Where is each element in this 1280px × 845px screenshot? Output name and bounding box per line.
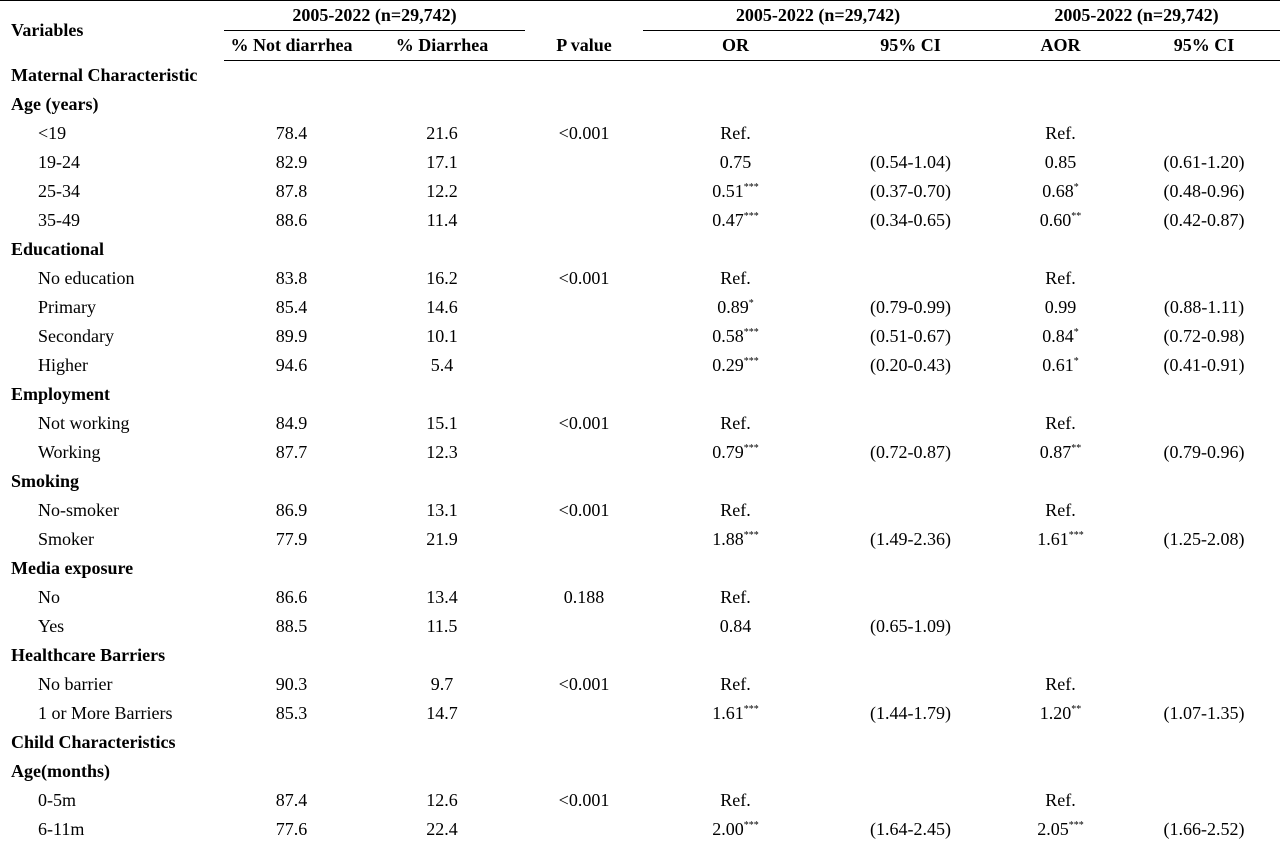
cell-not-diarrhea: 87.8 xyxy=(275,181,308,201)
cell-aor xyxy=(993,177,1128,206)
group-header-1: 2005-2022 (n=29,742) xyxy=(224,1,525,31)
row-label: 1 or More Barriers xyxy=(38,703,173,723)
cell-ci-aor: (0.88-1.11) xyxy=(1163,297,1245,317)
cell-ci-or: (0.79-0.99) xyxy=(870,297,951,317)
table-row xyxy=(0,496,1280,525)
cell-not-diarrhea: 94.6 xyxy=(275,355,308,375)
cell-or-value: 0.79 xyxy=(712,442,744,462)
cell-aor-value: Ref. xyxy=(1045,123,1076,143)
cell-aor xyxy=(993,815,1128,844)
cell-not-diarrhea: 86.9 xyxy=(275,500,308,520)
cell-aor xyxy=(993,583,1128,612)
cell-diarrhea: 14.6 xyxy=(426,297,458,317)
cell-ci-aor: (0.41-0.91) xyxy=(1163,355,1245,375)
cell-ci-or xyxy=(828,670,993,699)
cell-aor xyxy=(993,699,1128,728)
cell-ci-aor xyxy=(1128,786,1280,815)
section-row xyxy=(0,554,1280,583)
cell-p-value: <0.001 xyxy=(558,123,610,143)
significance-marker: ** xyxy=(1071,704,1082,715)
row-label: 25-34 xyxy=(38,181,80,201)
cell-aor xyxy=(993,119,1128,148)
cell-or xyxy=(643,699,828,728)
row-label: <19 xyxy=(38,123,67,143)
cell-diarrhea: 13.4 xyxy=(426,587,458,607)
section-label: Smoking xyxy=(11,471,80,491)
table-body xyxy=(0,61,1280,845)
group-header-3: 2005-2022 (n=29,742) xyxy=(993,1,1280,31)
cell-aor xyxy=(993,351,1128,380)
cell-or-value: Ref. xyxy=(720,500,751,520)
cell-diarrhea: 16.2 xyxy=(426,268,458,288)
cell-diarrhea: 11.4 xyxy=(426,210,458,230)
cell-p-value xyxy=(525,177,643,206)
cell-diarrhea: 13.1 xyxy=(426,500,458,520)
cell-not-diarrhea: 87.4 xyxy=(275,790,308,810)
table-row xyxy=(0,322,1280,351)
row-label: 0-5m xyxy=(38,790,76,810)
table-row xyxy=(0,264,1280,293)
table-header xyxy=(0,1,1280,61)
col-header-or: OR xyxy=(643,31,828,61)
row-label: No xyxy=(38,587,60,607)
cell-aor xyxy=(993,206,1128,235)
section-label: Age(months) xyxy=(11,761,110,781)
cell-aor-value: 2.05 xyxy=(1037,819,1069,839)
significance-marker: *** xyxy=(743,327,759,338)
cell-or xyxy=(643,264,828,293)
cell-aor xyxy=(993,293,1128,322)
cell-ci-aor xyxy=(1128,409,1280,438)
cell-or xyxy=(643,177,828,206)
cell-not-diarrhea: 87.7 xyxy=(275,442,308,462)
section-label: Child Characteristics xyxy=(11,732,176,752)
cell-or xyxy=(643,409,828,438)
cell-or xyxy=(643,293,828,322)
cell-ci-aor: (1.66-2.52) xyxy=(1163,819,1245,839)
cell-diarrhea: 21.9 xyxy=(426,529,458,549)
row-label: 19-24 xyxy=(38,152,80,172)
col-header-aor: AOR xyxy=(993,31,1128,61)
cell-ci-or: (0.20-0.43) xyxy=(870,355,951,375)
row-label: 35-49 xyxy=(38,210,80,230)
section-label: Media exposure xyxy=(11,558,134,578)
cell-diarrhea: 12.3 xyxy=(426,442,458,462)
cell-diarrhea: 12.2 xyxy=(426,181,458,201)
significance-marker: *** xyxy=(743,820,759,831)
cell-p-value xyxy=(525,525,643,554)
col-header-diarrhea: % Diarrhea xyxy=(359,31,525,61)
cell-not-diarrhea: 88.5 xyxy=(275,616,308,636)
cell-aor-value: 0.85 xyxy=(1044,152,1077,172)
cell-or xyxy=(643,119,828,148)
row-label: Secondary xyxy=(38,326,114,346)
cell-ci-aor xyxy=(1128,583,1280,612)
cell-aor xyxy=(993,670,1128,699)
cell-or xyxy=(643,322,828,351)
cell-aor xyxy=(993,786,1128,815)
significance-marker: *** xyxy=(743,704,759,715)
cell-or xyxy=(643,496,828,525)
cell-aor xyxy=(993,496,1128,525)
cell-or-value: Ref. xyxy=(720,790,751,810)
section-label: Healthcare Barriers xyxy=(11,645,166,665)
cell-ci-or: (0.37-0.70) xyxy=(870,181,951,201)
cell-or xyxy=(643,206,828,235)
cell-p-value: <0.001 xyxy=(558,674,610,694)
cell-or xyxy=(643,438,828,467)
cell-or-value: 1.88 xyxy=(712,529,744,549)
section-row xyxy=(0,380,1280,409)
col-header-not-diarrhea: % Not diarrhea xyxy=(224,31,359,61)
cell-or-value: Ref. xyxy=(720,413,751,433)
cell-or-value: 0.51 xyxy=(712,181,744,201)
cell-not-diarrhea: 90.3 xyxy=(275,674,308,694)
cell-ci-or xyxy=(828,583,993,612)
table-row xyxy=(0,177,1280,206)
cell-ci-or xyxy=(828,119,993,148)
cell-ci-or: (0.51-0.67) xyxy=(870,326,951,346)
significance-marker: *** xyxy=(743,211,759,222)
cell-aor-value: Ref. xyxy=(1045,500,1076,520)
cell-p-value xyxy=(525,351,643,380)
cell-aor-value: 1.61 xyxy=(1037,529,1069,549)
col-header-p-value: P value xyxy=(525,31,643,61)
cell-aor xyxy=(993,525,1128,554)
cell-or-value: Ref. xyxy=(720,587,751,607)
cell-or xyxy=(643,351,828,380)
cell-or xyxy=(643,148,828,177)
cell-or xyxy=(643,670,828,699)
table-row xyxy=(0,148,1280,177)
cell-not-diarrhea: 82.9 xyxy=(275,152,308,172)
table-row xyxy=(0,293,1280,322)
cell-or-value: 0.47 xyxy=(712,210,744,230)
cell-aor-value: 0.87 xyxy=(1039,442,1072,462)
cell-diarrhea: 15.1 xyxy=(426,413,458,433)
cell-not-diarrhea: 78.4 xyxy=(275,123,308,143)
significance-marker: ** xyxy=(1071,443,1082,454)
row-label: No barrier xyxy=(38,674,113,694)
cell-p-value xyxy=(525,438,643,467)
row-label: Not working xyxy=(38,413,130,433)
section-row xyxy=(0,235,1280,264)
cell-ci-aor: (0.61-1.20) xyxy=(1163,152,1245,172)
cell-diarrhea: 17.1 xyxy=(426,152,458,172)
col-header-ci-aor: 95% CI xyxy=(1128,31,1280,61)
row-label: Working xyxy=(38,442,101,462)
cell-not-diarrhea: 77.9 xyxy=(275,529,308,549)
cell-ci-or xyxy=(828,786,993,815)
cell-ci-aor: (0.48-0.96) xyxy=(1163,181,1245,201)
cell-or-value: 0.89 xyxy=(717,297,749,317)
significance-marker: *** xyxy=(743,182,759,193)
table-row xyxy=(0,351,1280,380)
cell-ci-or: (0.72-0.87) xyxy=(870,442,951,462)
cell-aor-value: 0.84 xyxy=(1042,326,1074,346)
cell-not-diarrhea: 85.4 xyxy=(275,297,308,317)
cell-aor xyxy=(993,438,1128,467)
cell-aor-value: Ref. xyxy=(1045,413,1076,433)
row-label: Smoker xyxy=(38,529,94,549)
cell-aor-value: Ref. xyxy=(1045,268,1076,288)
cell-diarrhea: 22.4 xyxy=(426,819,458,839)
cell-not-diarrhea: 85.3 xyxy=(275,703,308,723)
table-row xyxy=(0,583,1280,612)
cell-diarrhea: 11.5 xyxy=(426,616,458,636)
section-label: Age (years) xyxy=(11,94,99,114)
section-row xyxy=(0,61,1280,91)
significance-marker: * xyxy=(748,298,754,309)
cell-ci-aor: (0.72-0.98) xyxy=(1163,326,1245,346)
cell-not-diarrhea: 84.9 xyxy=(275,413,308,433)
cell-p-value xyxy=(525,815,643,844)
cell-or-value: 1.61 xyxy=(712,703,744,723)
cell-p-value: 0.188 xyxy=(563,587,605,607)
cell-p-value xyxy=(525,322,643,351)
significance-marker: *** xyxy=(743,356,759,367)
section-row xyxy=(0,90,1280,119)
table-row xyxy=(0,815,1280,844)
cell-diarrhea: 21.6 xyxy=(426,123,458,143)
cell-aor xyxy=(993,322,1128,351)
row-label: Yes xyxy=(38,616,65,636)
cell-ci-aor: (0.42-0.87) xyxy=(1163,210,1245,230)
table-row xyxy=(0,612,1280,641)
cell-aor-value: Ref. xyxy=(1045,790,1076,810)
cell-or-value: 2.00 xyxy=(712,819,744,839)
cell-not-diarrhea: 88.6 xyxy=(275,210,308,230)
cell-ci-or: (1.44-1.79) xyxy=(870,703,951,723)
cell-or xyxy=(643,786,828,815)
cell-not-diarrhea: 86.6 xyxy=(275,587,308,607)
cell-or xyxy=(643,583,828,612)
cell-p-value: <0.001 xyxy=(558,500,610,520)
section-label: Maternal Characteristic xyxy=(11,65,198,85)
cell-aor-value: 0.61 xyxy=(1042,355,1074,375)
cell-diarrhea: 14.7 xyxy=(426,703,458,723)
cell-aor xyxy=(993,612,1128,641)
cell-aor-value: Ref. xyxy=(1045,674,1076,694)
cell-not-diarrhea: 89.9 xyxy=(275,326,308,346)
cell-ci-or: (1.49-2.36) xyxy=(870,529,951,549)
cell-not-diarrhea: 83.8 xyxy=(275,268,308,288)
cell-p-value xyxy=(525,293,643,322)
cell-ci-or xyxy=(828,409,993,438)
row-label: Higher xyxy=(38,355,88,375)
cell-not-diarrhea: 77.6 xyxy=(275,819,308,839)
cell-aor-value: 1.20 xyxy=(1039,703,1072,723)
cell-ci-or xyxy=(828,496,993,525)
cell-p-value: <0.001 xyxy=(558,413,610,433)
cell-ci-aor xyxy=(1128,264,1280,293)
cell-p-value xyxy=(525,699,643,728)
cell-diarrhea: 5.4 xyxy=(430,355,454,375)
table-row xyxy=(0,786,1280,815)
col-header-ci-or: 95% CI xyxy=(828,31,993,61)
table-row xyxy=(0,409,1280,438)
cell-ci-or: (1.64-2.45) xyxy=(870,819,951,839)
row-label: 6-11m xyxy=(38,819,85,839)
row-label: No education xyxy=(38,268,135,288)
section-row xyxy=(0,467,1280,496)
table-row xyxy=(0,699,1280,728)
cell-aor xyxy=(993,148,1128,177)
cell-ci-aor: (1.07-1.35) xyxy=(1163,703,1245,723)
table-row xyxy=(0,119,1280,148)
significance-marker: *** xyxy=(1068,820,1084,831)
table-row xyxy=(0,670,1280,699)
cell-aor-value: 0.60 xyxy=(1039,210,1072,230)
significance-marker: *** xyxy=(1068,530,1084,541)
significance-marker: * xyxy=(1073,327,1079,338)
cell-diarrhea: 10.1 xyxy=(426,326,458,346)
cell-or-value: 0.84 xyxy=(719,616,752,636)
table-row xyxy=(0,438,1280,467)
cell-ci-or: (0.34-0.65) xyxy=(870,210,951,230)
significance-marker: *** xyxy=(743,530,759,541)
cell-ci-or xyxy=(828,264,993,293)
cell-aor xyxy=(993,409,1128,438)
cell-ci-or: (0.65-1.09) xyxy=(870,616,951,636)
section-row xyxy=(0,728,1280,757)
cell-diarrhea: 9.7 xyxy=(430,674,454,694)
cell-or-value: 0.58 xyxy=(712,326,744,346)
variables-header: Variables xyxy=(0,1,224,61)
cell-or-value: 0.29 xyxy=(712,355,744,375)
row-label: Primary xyxy=(38,297,96,317)
cell-or xyxy=(643,815,828,844)
cell-p-value: <0.001 xyxy=(558,268,610,288)
cell-or-value: Ref. xyxy=(720,674,751,694)
row-label: No-smoker xyxy=(38,500,119,520)
cell-ci-aor: (1.25-2.08) xyxy=(1163,529,1245,549)
cell-p-value xyxy=(525,206,643,235)
section-row xyxy=(0,641,1280,670)
cell-ci-aor xyxy=(1128,670,1280,699)
cell-ci-aor xyxy=(1128,119,1280,148)
table-row xyxy=(0,525,1280,554)
cell-aor-value: 0.68 xyxy=(1042,181,1074,201)
cell-p-value xyxy=(525,148,643,177)
cell-or xyxy=(643,525,828,554)
cell-ci-aor xyxy=(1128,612,1280,641)
cell-or-value: 0.75 xyxy=(719,152,752,172)
cell-p-value: <0.001 xyxy=(558,790,610,810)
significance-marker: *** xyxy=(743,443,759,454)
significance-marker: * xyxy=(1073,182,1079,193)
section-label: Employment xyxy=(11,384,110,404)
cell-p-value xyxy=(525,612,643,641)
group-header-2: 2005-2022 (n=29,742) xyxy=(643,1,993,31)
table-row xyxy=(0,206,1280,235)
cell-ci-aor: (0.79-0.96) xyxy=(1163,442,1245,462)
cell-or-value: Ref. xyxy=(720,123,751,143)
cell-ci-or: (0.54-1.04) xyxy=(870,152,951,172)
significance-marker: ** xyxy=(1071,211,1082,222)
cell-ci-aor xyxy=(1128,496,1280,525)
cell-or xyxy=(643,612,828,641)
cell-aor-value: 0.99 xyxy=(1044,297,1077,317)
section-label: Educational xyxy=(11,239,105,259)
significance-marker: * xyxy=(1073,356,1079,367)
cell-aor xyxy=(993,264,1128,293)
section-row xyxy=(0,757,1280,786)
cell-diarrhea: 12.6 xyxy=(426,790,458,810)
cell-or-value: Ref. xyxy=(720,268,751,288)
